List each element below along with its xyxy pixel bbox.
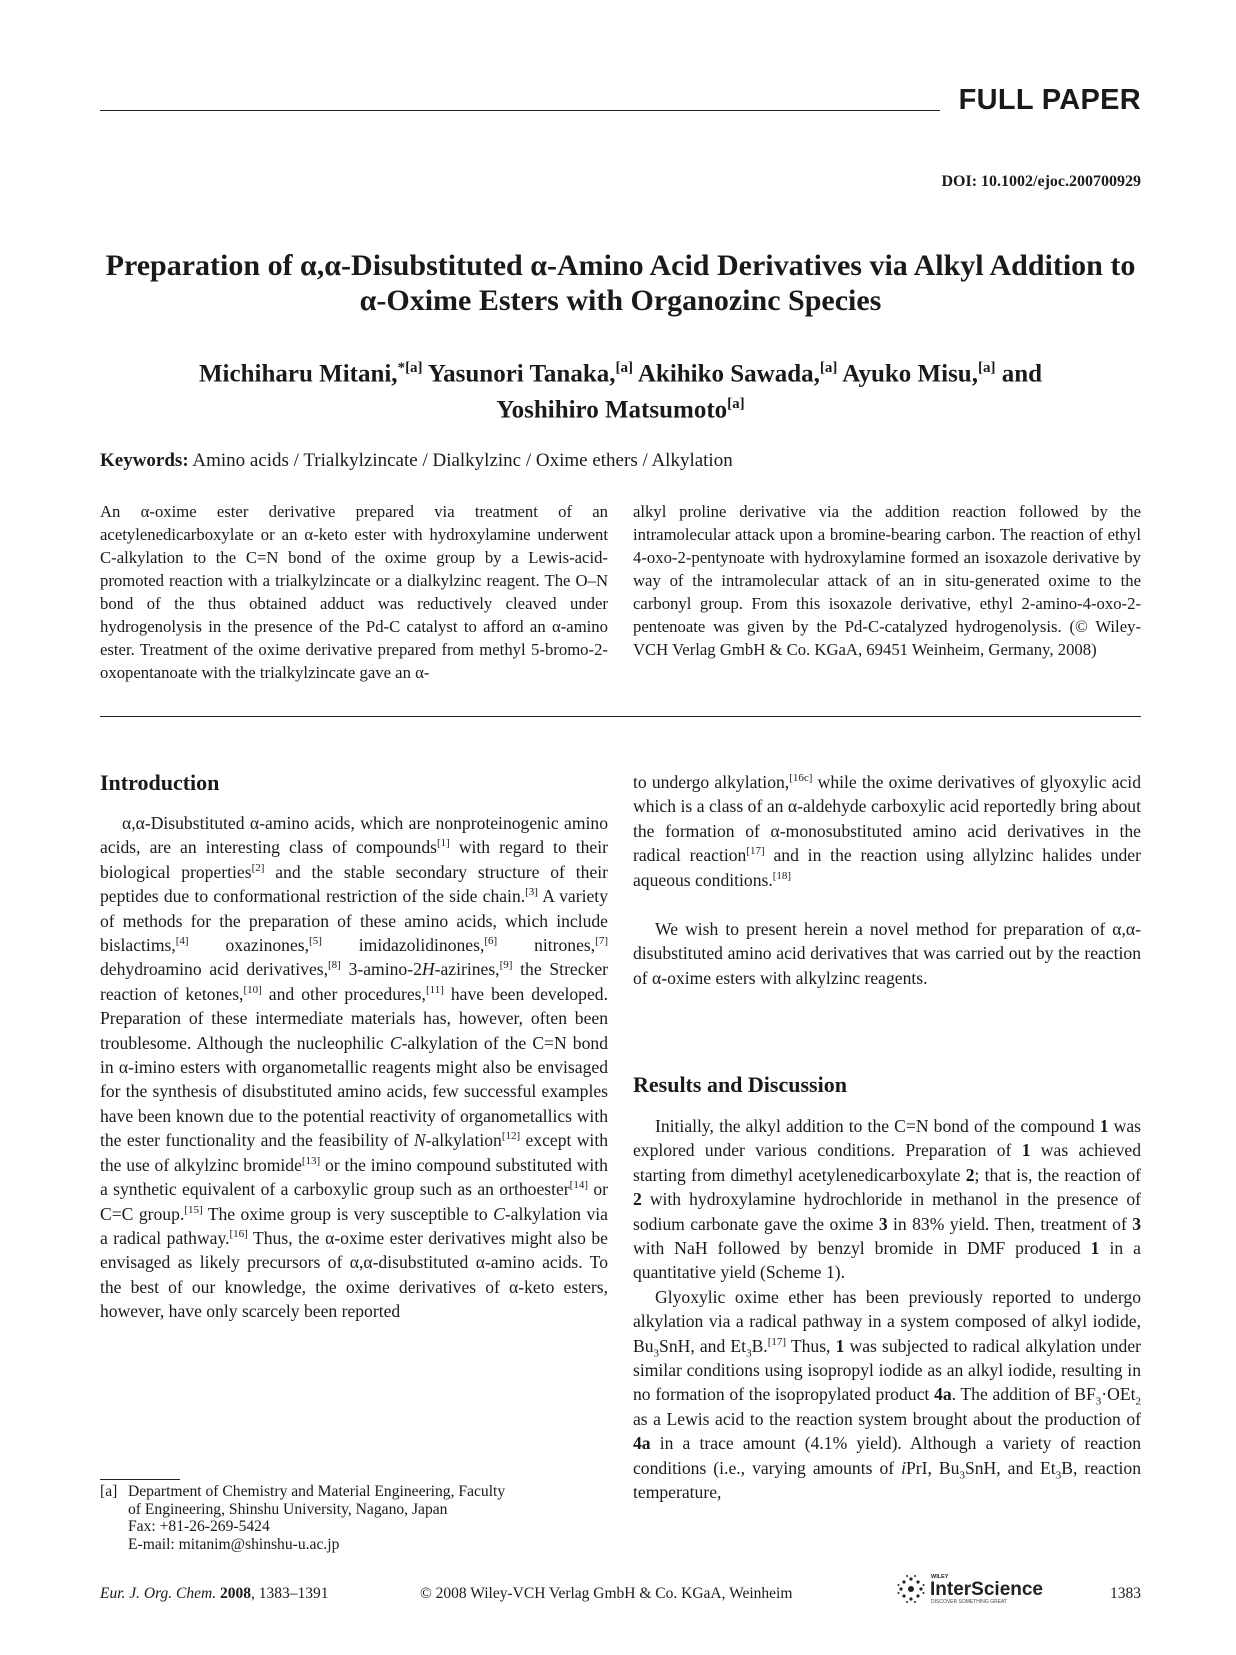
abstract-rule xyxy=(100,716,1141,717)
affiliation-mark: [a] xyxy=(819,360,838,376)
affiliation-mark: [a] xyxy=(615,360,633,376)
footnote-line: of Engineering, Shinshu University, Nagano, Japan xyxy=(128,1500,448,1518)
paper-title: Preparation of α,α-Disubstituted α-Amino Acid Derivatives via Alkyl Addition to α-Oxime Esters with Organozinc Species xyxy=(105,249,1136,317)
wiley-interscience-logo xyxy=(897,1572,1062,1606)
abstract-right: alkyl proline derivative via the addition reaction followed by the intramolecular attack upon a bromine-bearing carbon. The reaction of ethyl 4-oxo-2-pentynoate with hydroxylamine formed an isoxazole derivative by way of the intramolecular attack of an in situ-generated oxime to the carbonyl group. From this isoxazole derivative, ethyl 2-amino-4-oxo-2-pentenoate was given by the Pd-C-catalyzed hydrogenolysis. (© Wiley-VCH Verlag GmbH & Co. KGaA, 69451 Weinheim, Germany, 2008) xyxy=(633,502,1141,659)
footnote-rule xyxy=(100,1479,180,1480)
author-name: Yasunori Tanaka, xyxy=(427,360,616,388)
footnote-line: Department of Chemistry and Material Engineering, Faculty xyxy=(128,1483,506,1500)
footer-copyright: © 2008 Wiley-VCH Verlag GmbH & Co. KGaA, Weinheim xyxy=(420,1585,793,1602)
introduction-continued xyxy=(633,770,1141,892)
paragraph: α,α-Disubstituted α-amino acids, which are nonproteinogenic amino acids, are an interesting class of compounds[1] with regard to their biological properties[2] and the stable secondary structure of their peptides due to conformational restriction of the side chain.[3] A variety of methods for the preparation of these amino acids, which include bislactims,[4] oxazinones,[5] imidazolidinones,[6] nitrones,[7] dehydroamino acid derivatives,[8] 3-amino-2H-azirines,[9] the Strecker reaction of ketones,[10] and other procedures,[11] have been developed. Preparation of these intermediate materials has, however, often been troublesome. Although the nucleophilic C-alkylation of the C=N bond in α-imino esters with organometallic reagents might also be envisaged for the synthesis of disubstituted amino acids, few successful examples have been known due to the potential reactivity of organometallics with the ester functionality and the feasibility of N-alkylation[12] except with the use of alkylzinc bromide[13] or the imino compound substituted with a synthetic equivalent of a carboxylic group such as an orthoester[14] or C=C group.[15] The oxime group is very susceptible to C-alkylation via a radical pathway.[16] Thus, the α-oxime ester derivatives might also be envisaged as likely precursors of α,α-disubstituted α-amino acids. To the best of our knowledge, the oxime derivatives of α-keto esters, however, have only scarcely been reported xyxy=(100,813,609,1322)
journal-pages: , 1383–1391 xyxy=(250,1585,329,1602)
author-name: Ayuko Misu, xyxy=(842,360,978,388)
affiliation-mark: [a] xyxy=(977,360,996,376)
paragraph: We wish to present herein a novel method for preparation of α,α-disubstituted amino acid derivatives that was carried out by the reaction of α-oxime esters with alkylzinc reagents. xyxy=(633,919,1141,988)
logo-interscience: InterScience xyxy=(930,1579,1043,1600)
introduction-aim xyxy=(633,917,1141,990)
keywords-text: Amino acids / Trialkylzincate / Dialkylzinc / Oxime ethers / Alkylation xyxy=(192,450,733,471)
authors-and: and xyxy=(1001,360,1043,388)
author-name: Yoshihiro Matsumoto xyxy=(496,396,728,424)
affiliation-mark: [a] xyxy=(727,396,745,413)
logo-wiley: WILEY xyxy=(931,1574,949,1580)
author-list xyxy=(100,353,1141,426)
paragraph: to undergo alkylation,[16c] while the oxime derivatives of glyoxylic acid which is a class of an α-aldehyde carboxylic acid reportedly bring about the formation of α-monosubstituted amino acid derivatives in the radical reaction[17] and in the reaction using allylzinc halides under aqueous conditions.[18] xyxy=(633,772,1141,890)
journal-year: 2008 xyxy=(219,1585,251,1602)
doi: DOI: 10.1002/ejoc.200700929 xyxy=(941,173,1141,190)
keywords-label: Keywords: xyxy=(100,450,189,471)
section-heading-introduction: Introduction xyxy=(100,770,220,795)
footnote-line: E-mail: mitanim@shinshu-u.ac.jp xyxy=(128,1535,340,1553)
footnote-label: [a] xyxy=(100,1483,118,1500)
keywords xyxy=(100,450,1141,472)
affiliation-footnote xyxy=(100,1483,608,1553)
author-name: Michiharu Mitani, xyxy=(198,360,398,388)
author-name: Akihiko Sawada, xyxy=(637,360,820,388)
paragraph: Initially, the alkyl addition to the C=N bond of the compound 1 was explored under various conditions. Preparation of 1 was achieved starting from dimethyl acetylenedicarboxylate 2; that is, the reaction of 2 with hydroxylamine hydrochloride in methanol in the presence of sodium carbonate gave the oxime 3 in 83% yield. Then, treatment of 3 with NaH followed by benzyl bromide in DMF produced 1 in a quantitative yield (Scheme 1). xyxy=(633,1116,1142,1283)
header-rule xyxy=(100,110,940,111)
logo-burst-icon xyxy=(898,1575,925,1603)
results-body xyxy=(633,1114,1141,1505)
affiliation-mark: *[a] xyxy=(397,360,423,376)
footer-citation xyxy=(100,1585,328,1603)
logo-tagline: DISCOVER SOMETHING GREAT xyxy=(931,1599,1008,1605)
page-number: 1383 xyxy=(1110,1585,1141,1602)
introduction-body xyxy=(100,811,608,1324)
paragraph: Glyoxylic oxime ether has been previously reported to undergo alkylation via a radical pathway in a system composed of alkyl iodide, $Bu_3SnH$, and $Et_3B.[17]$ Thus, 1 was subjected to radical alkylation under similar conditions using isopropyl iodide as an alkyl iodide, resulting in no formation of the isopropylated product 4a. The addition of $BF_3\cdot OEt_2$ as a Lewis acid to the reaction system brought about the production of 4a in a trace amount (4.1% yield). Although a variety of reaction conditions (i.e., varying amounts of iPrI, $Bu_3SnH$, and $Et_3B$, reaction temperature, xyxy=(633,1286,1141,1503)
footnote-line: Fax: +81-26-269-5424 xyxy=(128,1518,270,1535)
section-tag: FULL PAPER xyxy=(958,84,1141,116)
journal-name: Eur. J. Org. Chem. xyxy=(100,1585,217,1602)
section-heading-results: Results and Discussion xyxy=(633,1072,847,1097)
abstract-left: An α-oxime ester derivative prepared via treatment of an acetylenedicarboxylate or an α-keto ester with hydroxylamine underwent C-alkylation to the C=N bond of the oxime group by a Lewis-acid-promoted reaction with a trialkylzincate or a dialkylzinc reagent. The O–N bond of the thus obtained adduct was reductively cleaved under hydrogenolysis in the presence of the Pd-C catalyst to afford an α-amino ester. Treatment of the oxime derivative prepared from methyl 5-bromo-2-oxopentanoate with the trialkylzincate gave an α- xyxy=(100,502,608,682)
